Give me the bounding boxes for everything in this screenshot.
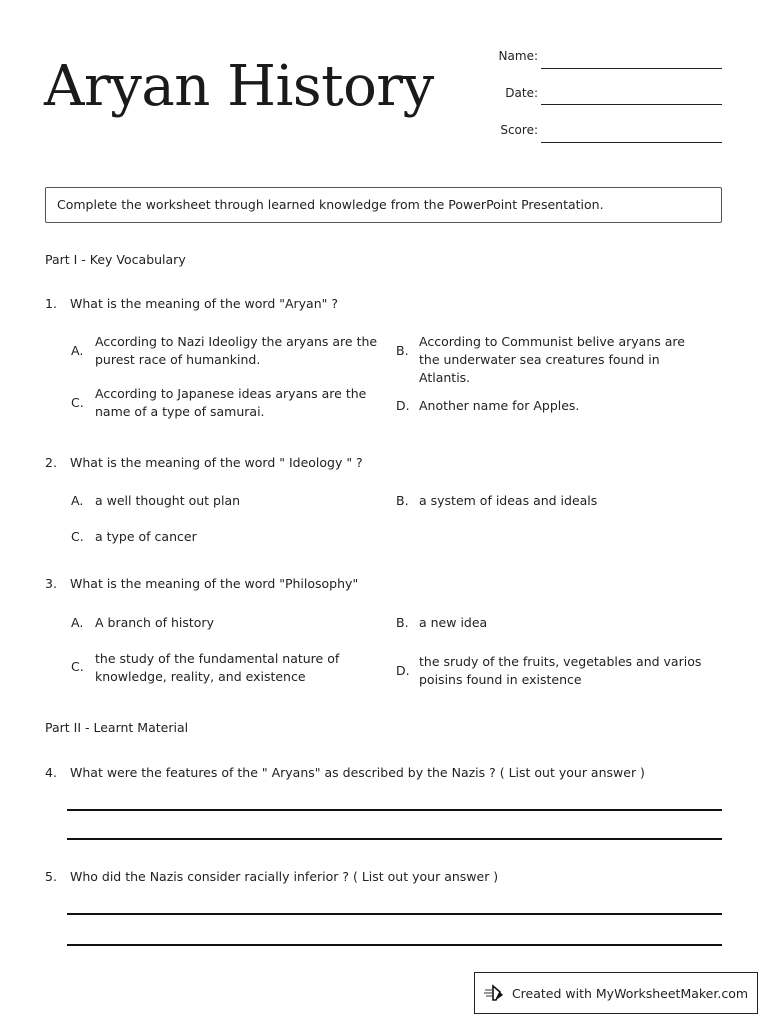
option-letter[interactable]: A. — [71, 343, 84, 358]
question-text: What is the meaning of the word "Philosophy" — [70, 576, 359, 591]
score-label: Score: — [500, 123, 538, 137]
option-text: According to Nazi Ideoligy the aryans are the purest race of humankind. — [95, 334, 378, 367]
score-field[interactable] — [541, 142, 722, 143]
option-letter[interactable]: B. — [396, 493, 409, 508]
option-text: A branch of history — [95, 615, 214, 630]
question-text: What is the meaning of the word "Aryan" ? — [70, 296, 338, 311]
part1-heading: Part I - Key Vocabulary — [45, 252, 186, 267]
option-letter[interactable]: B. — [396, 615, 409, 630]
answer-line[interactable] — [67, 913, 722, 915]
instructions-box: Complete the worksheet through learned knowledge from the PowerPoint Presentation. — [45, 187, 722, 223]
option-letter[interactable]: C. — [71, 529, 84, 544]
option-text: the srudy of the fruits, vegetables and varios poisins found in existence — [419, 654, 702, 687]
option-text: According to Communist belive aryans are the underwater sea creatures found in Atlantis. — [419, 334, 685, 385]
question-text: Who did the Nazis consider racially inferior ? ( List out your answer ) — [70, 869, 499, 884]
footer-text: Created with MyWorksheetMaker.com — [511, 985, 749, 1001]
option-letter[interactable]: B. — [396, 343, 409, 358]
question-number: 5. — [45, 869, 57, 884]
answer-line[interactable] — [67, 809, 722, 811]
question-number: 3. — [45, 576, 57, 591]
question-number: 2. — [45, 455, 57, 470]
option-letter[interactable]: C. — [71, 395, 84, 410]
worksheet-title: Aryan History — [44, 54, 434, 119]
option-letter[interactable]: D. — [396, 663, 410, 678]
name-field[interactable] — [541, 68, 722, 69]
option-letter[interactable]: C. — [71, 659, 84, 674]
option-text: a well thought out plan — [95, 493, 241, 508]
option-text: a type of cancer — [95, 529, 197, 544]
part2-heading: Part II - Learnt Material — [45, 720, 189, 735]
option-text: Another name for Apples. — [419, 398, 580, 413]
answer-line[interactable] — [67, 944, 722, 946]
option-text: the study of the fundamental nature of knowledge, reality, and existence — [95, 651, 340, 684]
question-text: What were the features of the " Aryans" as described by the Nazis ? ( List out your answer ) — [70, 765, 645, 780]
option-text: a system of ideas and ideals — [419, 493, 598, 508]
name-label: Name: — [498, 49, 538, 63]
date-label: Date: — [505, 86, 538, 100]
question-number: 1. — [45, 296, 57, 311]
question-number: 4. — [45, 765, 57, 780]
footer-badge[interactable] — [474, 972, 758, 1014]
option-letter[interactable]: A. — [71, 615, 84, 630]
date-field[interactable] — [541, 104, 722, 105]
pencil-logo-icon — [484, 983, 506, 1003]
question-text: What is the meaning of the word " Ideology " ? — [70, 455, 363, 470]
option-text: a new idea — [419, 615, 488, 630]
answer-line[interactable] — [67, 838, 722, 840]
option-letter[interactable]: A. — [71, 493, 84, 508]
option-letter[interactable]: D. — [396, 398, 410, 413]
option-text: According to Japanese ideas aryans are the name of a type of samurai. — [95, 386, 367, 419]
